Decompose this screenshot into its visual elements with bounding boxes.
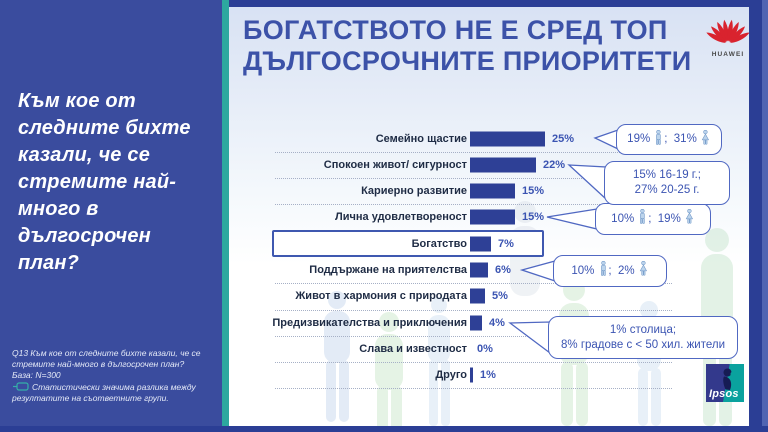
frame-right-edge <box>762 0 768 426</box>
survey-question: Към кое от следните бихте казали, че се стремите най-много в дългосрочен план? <box>18 90 191 274</box>
callout <box>604 161 730 205</box>
value-label: 7% <box>498 237 514 250</box>
slide-main <box>229 0 768 426</box>
category-label: Слава и известност <box>359 342 467 355</box>
category-label: Предизвикателства и приключения <box>272 316 467 329</box>
value-label: 4% <box>489 316 505 329</box>
value-label: 5% <box>492 290 508 303</box>
callout-text: 1% столица; <box>609 323 677 336</box>
accent-stripe <box>222 0 229 426</box>
male-icon <box>653 130 664 150</box>
footnote-base: База: N=300 <box>12 370 61 381</box>
value-label: 6% <box>495 264 511 276</box>
category-label: Живот в хармония с природата <box>295 290 467 303</box>
category-label: Семейно щастие <box>375 132 467 145</box>
callout-bubble-icon <box>12 382 29 391</box>
value-label: 25% <box>552 132 575 145</box>
slide-title: БОГАТСТВОТО НЕ Е СРЕД ТОП ДЪЛГОСРОЧНИТЕ ПРИОРИТЕТИ <box>243 15 692 76</box>
category-label: Друго <box>435 369 467 382</box>
callout <box>616 124 722 155</box>
significance-note <box>12 382 216 404</box>
category-label: Лична удовлетвореност <box>335 211 467 224</box>
callout-text: ; 19% <box>648 212 685 225</box>
sidebar <box>0 0 222 426</box>
female-icon <box>700 130 711 150</box>
bottom-bar <box>0 426 768 432</box>
female-icon <box>638 261 649 281</box>
callout-text: 19% <box>627 133 654 146</box>
callout-text: 27% 20-25 г. <box>634 184 700 196</box>
ipsos-logo <box>706 364 744 402</box>
footnote-question: Q13 Към кое от следните бихте казали, че се стремите най-много в дългосрочен план? <box>12 348 201 370</box>
category-label: Кариерно развитие <box>361 185 467 198</box>
male-icon <box>637 209 648 229</box>
significance-note-text: Статистически значима разлика между резултатите на съответните групи. <box>12 382 196 404</box>
value-label: 15% <box>522 211 545 224</box>
frame-top <box>229 0 768 7</box>
callout-text: ; 31% <box>664 133 701 146</box>
footnote <box>12 348 204 381</box>
category-label: Поддържане на приятелства <box>309 264 467 276</box>
frame-right <box>749 0 762 426</box>
category-label: Богатство <box>411 237 467 250</box>
huawei-wordmark: HUAWEI <box>711 51 745 58</box>
female-icon <box>684 209 695 229</box>
callout <box>548 316 738 359</box>
callout <box>553 255 667 287</box>
value-label: 0% <box>477 342 493 355</box>
callout-text: 10% <box>571 264 598 277</box>
value-label: 22% <box>543 158 566 171</box>
callout-text: ; 2% <box>608 264 638 277</box>
value-label: 15% <box>522 185 545 198</box>
callout-text: 15% 16-19 г.; <box>632 169 701 182</box>
male-icon <box>598 261 609 281</box>
category-label: Спокоен живот/ сигурност <box>323 158 467 171</box>
callout <box>595 203 711 235</box>
ipsos-wordmark: Ipsos <box>709 388 739 400</box>
value-label: 1% <box>480 369 496 382</box>
callout-text: 10% <box>611 212 638 225</box>
callout-text: 8% градове с < 50 хил. жители <box>561 338 725 351</box>
